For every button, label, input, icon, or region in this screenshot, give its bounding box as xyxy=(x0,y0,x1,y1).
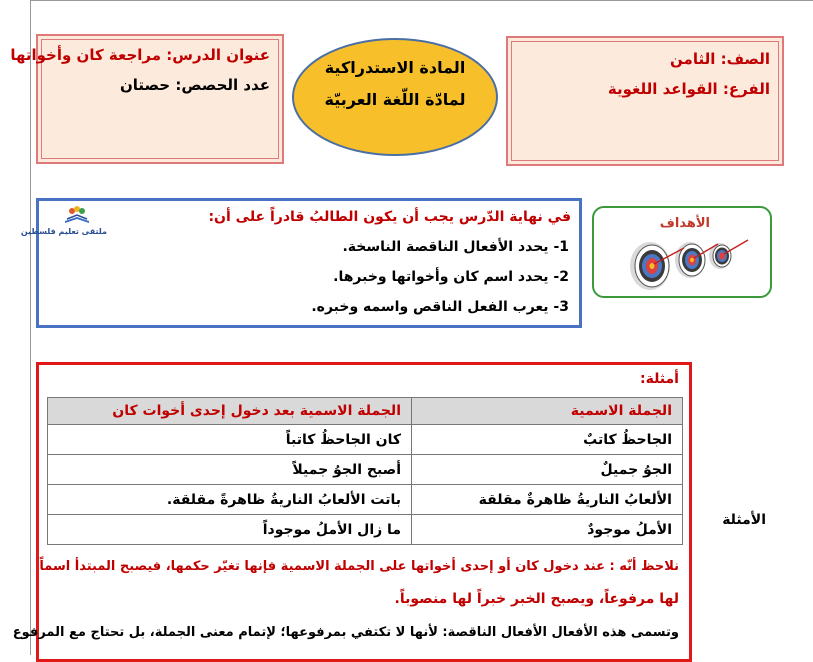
table-row xyxy=(48,425,683,455)
lesson-title: عنوان الدرس: مراجعة كان وأخواتها xyxy=(10,46,270,64)
table-cell: ما زال الأملُ موجوداً xyxy=(48,515,412,545)
periods-count: عدد الحصص: حصتان xyxy=(119,76,270,94)
note-line-2: لها مرفوعاً، ويصبح الخبر خبراً لها منصوباً. xyxy=(394,591,679,607)
table-row xyxy=(48,515,683,545)
subject-ellipse xyxy=(292,38,498,156)
objective-item-2: 2- يحدد اسم كان وأخواتها وخبرها. xyxy=(333,269,569,285)
table-cell: أصبح الجوُ جميلاً xyxy=(48,455,412,485)
table-cell: كان الجاحظُ كاتباً xyxy=(48,425,412,455)
table-cell: الجاحظُ كاتبٌ xyxy=(412,425,683,455)
lesson-info-box xyxy=(10,34,284,164)
examples-table xyxy=(47,397,683,545)
logo xyxy=(20,205,107,236)
table-cell: الأملُ موجودٌ xyxy=(412,515,683,545)
objectives-intro: في نهاية الدّرس يجب أن يكون الطالبُ قادراً على أن: xyxy=(208,209,571,225)
logo-text: ملتقى تعليم فلسطين xyxy=(20,227,107,236)
goals-box xyxy=(592,206,772,298)
examples-side-label: الأمثلة xyxy=(722,512,766,528)
note-line-3: وتسمى هذه الأفعال الأفعال الناقصة: لأنها لا تكتفي بمرفوعها؛ لإتمام معنى الجملة، بل تحتاج مع المرفوع xyxy=(12,625,679,640)
table-cell: الألعابُ الناريةُ ظاهرةٌ مقلقة xyxy=(412,485,683,515)
subject-line-1: المادة الاستدراكية xyxy=(324,58,466,77)
column-header-nominal: الجملة الاسمية xyxy=(412,398,683,425)
note-line-1: نلاحظ أنّه : عند دخول كان أو إحدى أخواتها على الجملة الاسمية فإنها تغيّر حكمها، فيصبح المبتدأ اسماً xyxy=(39,559,679,574)
table-cell: باتت الألعابُ الناريةُ ظاهرةً مقلقة. xyxy=(48,485,412,515)
table-header-row xyxy=(48,398,683,425)
examples-box xyxy=(12,362,692,662)
column-header-after-kana: الجملة الاسمية بعد دخول إحدى أخوات كان xyxy=(48,398,412,425)
branch-label: الفرع: القواعد اللغوية xyxy=(607,80,770,98)
target-arrows-icon xyxy=(614,234,754,294)
table-row xyxy=(48,485,683,515)
goals-label: الأهداف xyxy=(659,216,710,231)
examples-heading: أمثلة: xyxy=(640,371,679,387)
objective-item-1: 1- يحدد الأفعال الناقصة الناسخة. xyxy=(342,239,569,255)
objectives-box xyxy=(20,198,582,328)
grade-info-box xyxy=(506,36,784,166)
grade-label: الصف: الثامن xyxy=(670,50,770,68)
table-cell: الجوُ جميلٌ xyxy=(412,455,683,485)
objective-item-3: 3- يعرب الفعل الناقص واسمه وخبره. xyxy=(311,299,569,315)
table-row xyxy=(48,455,683,485)
subject-line-2: لمادّة اللّغة العربيّة xyxy=(324,90,466,109)
book-logo-icon xyxy=(63,205,91,225)
